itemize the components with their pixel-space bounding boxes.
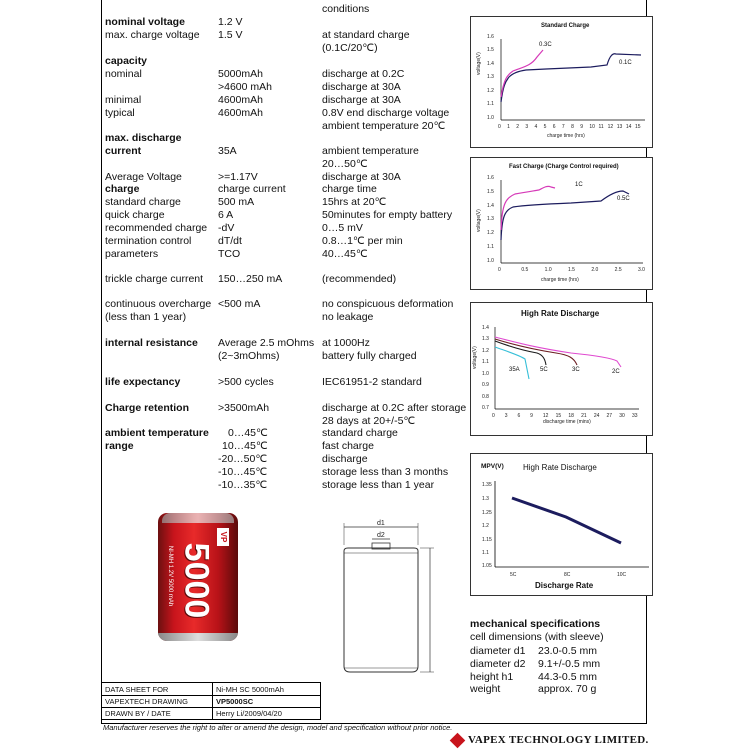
y-tick: 1.3: [482, 336, 489, 342]
spec-label: minimal: [105, 94, 142, 106]
x-tick: 0: [492, 413, 495, 419]
spec-value: TCO: [218, 248, 241, 260]
spec-label: quick charge: [105, 209, 165, 221]
conditions-header: conditions: [322, 3, 370, 15]
y-axis-label: voltage(V): [476, 209, 482, 232]
x-tick: 1.0: [544, 267, 552, 273]
spec-label: max. charge voltage: [105, 29, 200, 41]
x-tick: 10: [589, 124, 595, 130]
x-tick: 0: [498, 124, 501, 130]
series-label: 0.1C: [619, 60, 632, 66]
spec-value: 500 mA: [218, 196, 255, 208]
x-axis-label: charge time (hrs): [547, 133, 585, 139]
spec-label: current: [105, 145, 142, 157]
x-tick: 6: [552, 124, 556, 130]
spec-condition: (0.1C/20℃): [322, 42, 378, 54]
x-tick: 12: [607, 124, 614, 130]
x-tick: 30: [619, 413, 625, 419]
chart-title: High Rate Discharge: [521, 309, 600, 318]
series-label: 0.5C: [617, 196, 630, 202]
x-tick: 15: [555, 413, 562, 419]
spec-section: internal resistance: [105, 337, 198, 349]
spec-section: charge: [105, 183, 140, 195]
spec-value: 35A: [218, 145, 237, 157]
chart-title: High Rate Discharge: [523, 463, 597, 472]
chart-title: Fast Charge (Charge Control required): [509, 164, 619, 170]
x-tick: 1.5: [568, 267, 575, 273]
spec-condition: 40…45℃: [322, 248, 368, 260]
spec-label: standard charge: [105, 196, 181, 208]
series-label: 35A: [509, 367, 520, 373]
spec-condition: charge time: [322, 183, 377, 195]
footer-key: VAPEXTECH DRAWING: [105, 697, 188, 706]
spec-section: Charge retention: [105, 402, 190, 414]
battery-spec-text: NI-MH 1.2V 5000 mAh: [167, 545, 173, 607]
spec-label: recommended charge: [105, 222, 208, 234]
y-tick: 1.6: [487, 175, 494, 181]
spec-value: 1.5 V: [218, 29, 243, 41]
mech-key: weight: [470, 683, 501, 695]
y-axis-label: MPV(V): [481, 463, 504, 470]
spec-condition: 0…5 mV: [322, 222, 363, 234]
y-axis-label: voltage(V): [472, 346, 478, 369]
y-tick: 1.2: [487, 230, 494, 236]
spec-condition: IEC61951-2 standard: [322, 376, 422, 388]
spec-label: typical: [105, 107, 135, 119]
spec-value: (2~3mOhms): [218, 350, 280, 362]
mech-value: approx. 70 g: [538, 683, 597, 695]
footer-disclaimer: Manufacturer reserves the right to alter or amend the design, model and specification without prior notice.: [103, 723, 453, 732]
temp-range: -10…35℃: [218, 479, 268, 491]
series-label: 2C: [612, 369, 620, 375]
y-tick: 1.3: [487, 216, 494, 222]
y-tick: 1.35: [482, 482, 492, 488]
x-axis-label: charge time (hrs): [541, 277, 579, 283]
x-tick: 6: [517, 413, 521, 419]
spec-section: capacity: [105, 55, 148, 67]
x-tick: 13: [616, 124, 623, 130]
x-tick: 3: [504, 413, 508, 419]
spec-label: Average Voltage: [105, 171, 182, 183]
x-tick: 12: [542, 413, 549, 419]
spec-condition: discharge at 30A: [322, 171, 401, 183]
spec-value: >4600 mAh: [218, 81, 272, 93]
spec-value: dT/dt: [218, 235, 242, 247]
y-tick: 1.0: [487, 115, 494, 121]
x-tick: 2.0: [591, 267, 599, 273]
spec-label: nominal: [105, 68, 142, 80]
y-tick: 0.9: [482, 382, 489, 388]
spec-value: 6 A: [218, 209, 234, 221]
spec-section: life expectancy: [105, 376, 181, 388]
dimension-d2-label: d2: [377, 532, 385, 539]
spec-value: 1.2 V: [218, 16, 243, 28]
x-axis-label: discharge time (mins): [543, 419, 591, 425]
x-tick: 14: [625, 124, 632, 130]
spec-condition: 28 days at 20+/-5℃: [322, 415, 416, 427]
x-tick: 15: [635, 124, 641, 130]
spec-condition: no leakage: [322, 311, 374, 323]
y-tick: 1.1: [487, 244, 494, 250]
y-tick: 0.7: [482, 405, 489, 411]
spec-section: ambient temperature: [105, 427, 209, 439]
spec-condition: 15hrs at 20℃: [322, 196, 387, 208]
spec-value: charge current: [218, 183, 286, 195]
temp-use: discharge: [322, 453, 368, 465]
x-tick: 21: [581, 413, 587, 419]
x-tick: 3.0: [638, 267, 645, 273]
spec-condition: at standard charge: [322, 29, 410, 41]
spec-condition: battery fully charged: [322, 350, 417, 362]
mech-key: diameter d1: [470, 645, 526, 657]
y-tick: 1.1: [482, 550, 489, 556]
footer-value: VP5000SC: [216, 697, 254, 706]
temp-range: -20…50℃: [218, 453, 268, 465]
y-tick: 1.3: [487, 74, 494, 80]
y-tick: 1.2: [487, 88, 494, 94]
spec-label: trickle charge current: [105, 273, 204, 285]
spec-condition: discharge at 0.2C: [322, 68, 405, 80]
x-tick: 9: [580, 124, 583, 130]
battery-brand-logo: VP: [217, 528, 229, 546]
mech-key: height h1: [470, 671, 514, 683]
y-tick: 1.5: [487, 189, 494, 195]
temp-use: storage less than 1 year: [322, 479, 435, 491]
spec-condition: 0.8V end discharge voltage: [322, 107, 450, 119]
battery-capacity-text: 5000: [177, 542, 216, 619]
series-label: 5C: [540, 367, 548, 373]
x-tick: 10C: [617, 572, 627, 578]
footer-key: DRAWN BY / DATE: [105, 709, 171, 718]
x-tick: 2.5: [614, 267, 622, 273]
x-tick: 9: [530, 413, 533, 419]
y-tick: 1.4: [482, 325, 489, 331]
series-label: 0.3C: [539, 42, 552, 48]
x-tick: 0: [498, 267, 501, 273]
mechanical-subtitle: cell dimensions (with sleeve): [470, 631, 604, 643]
spec-value: Average 2.5 mOhms: [218, 337, 315, 349]
x-tick: 7: [561, 124, 565, 130]
series-label: 3C: [572, 367, 580, 373]
spec-label: nominal voltage: [105, 16, 185, 28]
spec-label: range: [105, 440, 134, 452]
y-tick: 1.6: [487, 34, 494, 40]
x-tick: 33: [632, 413, 638, 419]
spec-condition: discharge at 30A: [322, 81, 401, 93]
y-tick: 1.3: [482, 496, 489, 502]
spec-value: <500 mA: [218, 298, 261, 310]
spec-value: 150…250 mA: [218, 273, 283, 285]
spec-value: 4600mAh: [218, 107, 263, 119]
footer-value: Ni-MH SC 5000mAh: [216, 685, 284, 694]
spec-condition: 20…50℃: [322, 158, 368, 170]
company-name: VAPEX TECHNOLOGY LIMITED.: [468, 734, 649, 746]
mech-key: diameter d2: [470, 658, 526, 670]
y-tick: 1.05: [482, 563, 492, 569]
x-tick: 5: [543, 124, 547, 130]
temp-range: 10…45℃: [222, 440, 268, 452]
spec-label: parameters: [105, 248, 159, 260]
spec-condition: 0.8…1℃ per min: [322, 235, 403, 247]
spec-condition: discharge at 0.2C after storage: [322, 402, 467, 414]
footer-key: DATA SHEET FOR: [105, 685, 169, 694]
mech-value: 9.1+/-0.5 mm: [538, 658, 601, 670]
temp-use: standard charge: [322, 427, 398, 439]
temp-use: fast charge: [322, 440, 374, 452]
x-tick: 27: [606, 413, 613, 419]
series-label: 1C: [575, 182, 583, 188]
y-tick: 1.25: [482, 510, 492, 516]
x-tick: 5C: [510, 572, 517, 578]
spec-value: >=1.17V: [218, 171, 258, 183]
y-tick: 1.0: [482, 371, 489, 377]
temp-range: 0…45℃: [228, 427, 268, 439]
title-block: [101, 682, 321, 720]
temp-range: -10…45℃: [218, 466, 268, 478]
x-tick: 0.5: [521, 267, 529, 273]
y-axis-label: voltage(V): [476, 52, 482, 75]
x-tick: 24: [593, 413, 600, 419]
spec-section: max. discharge: [105, 132, 182, 144]
spec-condition: no conspicuous deformation: [322, 298, 454, 310]
temp-use: storage less than 3 months: [322, 466, 449, 478]
y-tick: 1.4: [487, 61, 494, 67]
spec-label: continuous overcharge: [105, 298, 212, 310]
x-axis-label: Discharge Rate: [535, 581, 594, 590]
y-tick: 1.1: [487, 101, 494, 107]
x-tick: 4: [534, 124, 538, 130]
spec-condition: at 1000Hz: [322, 337, 370, 349]
y-tick: 1.0: [487, 258, 494, 264]
spec-value: 5000mAh: [218, 68, 263, 80]
x-tick: 11: [598, 124, 604, 130]
footer-value: Herry Li/2009/04/20: [216, 709, 282, 718]
spec-condition: (recommended): [322, 273, 397, 285]
mechanical-title: mechanical specifications: [470, 618, 601, 630]
y-tick: 1.4: [487, 203, 494, 209]
x-tick: 8: [571, 124, 574, 130]
spec-value: -dV: [218, 222, 235, 234]
dimension-d1-label: d1: [377, 520, 385, 527]
spec-condition: ambient temperature: [322, 145, 419, 157]
y-tick: 1.2: [482, 348, 489, 354]
y-tick: 1.1: [482, 359, 489, 365]
spec-value: 4600mAh: [218, 94, 263, 106]
y-tick: 0.8: [482, 394, 489, 400]
spec-label: (less than 1 year): [105, 311, 187, 323]
spec-label: termination control: [105, 235, 192, 247]
spec-value: >3500mAh: [218, 402, 270, 414]
mech-value: 44.3-0.5 mm: [538, 671, 597, 683]
mech-value: 23.0-0.5 mm: [538, 645, 597, 657]
spec-condition: ambient temperature 20℃: [322, 120, 446, 132]
spec-condition: discharge at 30A: [322, 94, 401, 106]
spec-condition: 50minutes for empty battery: [322, 209, 453, 221]
y-tick: 1.2: [482, 523, 489, 529]
x-tick: 1: [507, 124, 510, 130]
x-tick: 18: [568, 413, 574, 419]
x-tick: 2: [516, 124, 520, 130]
chart-title: Standard Charge: [541, 23, 590, 29]
spec-value: >500 cycles: [218, 376, 274, 388]
x-tick: 8C: [564, 572, 571, 578]
y-tick: 1.15: [482, 537, 492, 543]
x-tick: 3: [525, 124, 529, 130]
y-tick: 1.5: [487, 47, 494, 53]
